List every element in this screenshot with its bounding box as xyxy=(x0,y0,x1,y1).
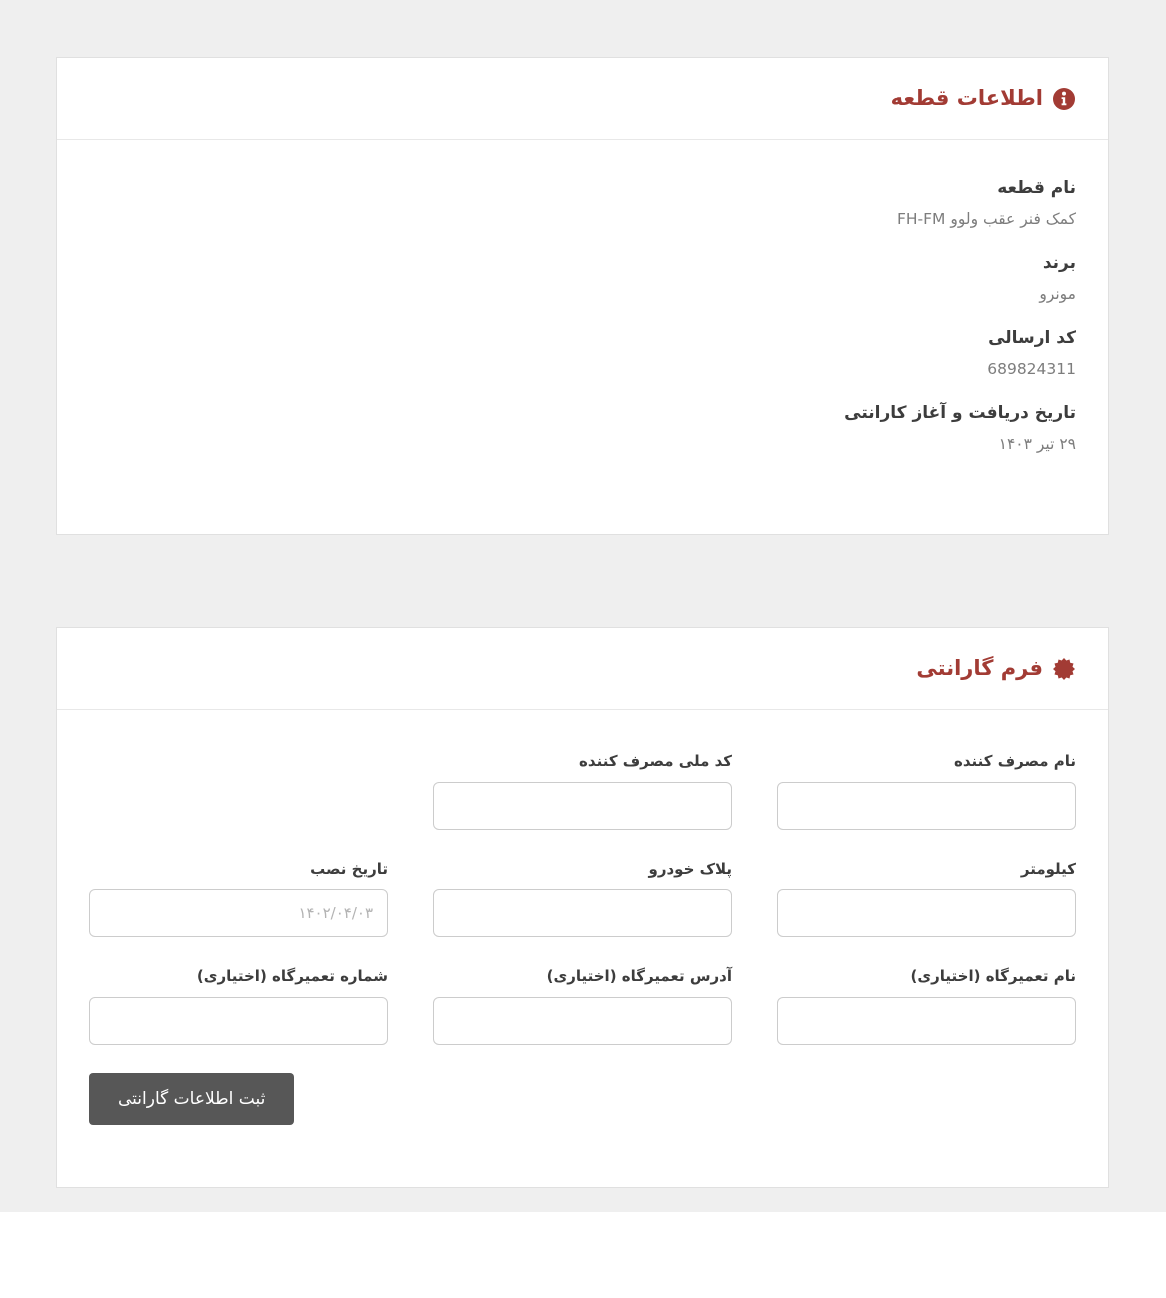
warranty-form-card xyxy=(56,627,1109,1188)
install-date-input[interactable] xyxy=(89,889,388,937)
empty-grid-cell xyxy=(89,750,388,830)
warranty-start-date-label: تاریخ دریافت و آغاز کارانتی xyxy=(844,402,1076,423)
field-part-name xyxy=(89,176,1076,231)
consumer-national-code-label: کد ملی مصرف کننده xyxy=(579,752,732,771)
workshop-name-input[interactable] xyxy=(777,997,1076,1045)
shipping-code-label: کد ارسالی xyxy=(988,328,1076,349)
workshop-phone-label: شماره تعمیرگاه (اختیاری) xyxy=(196,967,388,986)
form-group-consumer-name xyxy=(777,750,1076,830)
seal-icon xyxy=(1052,657,1076,681)
brand-value: مونرو xyxy=(1039,284,1076,303)
part-info-body xyxy=(57,140,1108,534)
form-group-workshop-name xyxy=(777,965,1076,1045)
car-plate-label: پلاک خودرو xyxy=(648,859,732,878)
consumer-name-label: نام مصرف کننده xyxy=(953,752,1076,771)
form-group-workshop-address xyxy=(433,965,732,1045)
field-warranty-start-date xyxy=(89,401,1076,456)
part-name-label: نام قطعه xyxy=(997,178,1076,199)
form-group-workshop-phone xyxy=(89,965,388,1045)
part-info-card-header xyxy=(57,58,1108,140)
kilometer-label: کیلومتر xyxy=(1020,859,1076,878)
warranty-form-title: فرم گارانتی xyxy=(916,655,1043,680)
form-group-car-plate xyxy=(433,858,732,938)
install-date-label: تاریخ نصب xyxy=(310,859,388,878)
consumer-name-input[interactable] xyxy=(777,782,1076,830)
warranty-form-grid xyxy=(89,750,1076,1045)
warranty-form-card-header xyxy=(57,628,1108,710)
workshop-name-label: نام تعمیرگاه (اختیاری) xyxy=(910,967,1076,986)
submit-warranty-button[interactable]: ثبت اطلاعات گارانتی xyxy=(89,1073,294,1125)
workshop-address-input[interactable] xyxy=(433,997,732,1045)
part-info-title: اطلاعات قطعه xyxy=(890,86,1043,110)
brand-label: برند xyxy=(1042,253,1076,274)
warranty-start-date-value: ۲۹ تیر ۱۴۰۳ xyxy=(998,434,1076,453)
part-info-card xyxy=(56,57,1109,535)
workshop-address-label: آدرس تعمیرگاه (اختیاری) xyxy=(546,967,732,986)
field-shipping-code xyxy=(89,326,1076,381)
form-group-install-date xyxy=(89,858,388,938)
form-group-consumer-national-code xyxy=(433,750,732,830)
warranty-form-body xyxy=(57,710,1108,1187)
kilometer-input[interactable] xyxy=(777,889,1076,937)
consumer-national-code-input[interactable] xyxy=(433,782,732,830)
workshop-phone-input[interactable] xyxy=(89,997,388,1045)
form-footer xyxy=(89,1073,1076,1125)
part-name-value: کمک فنر عقب ولوو FH-FM xyxy=(896,209,1076,228)
form-group-kilometer xyxy=(777,858,1076,938)
shipping-code-value: 689824311 xyxy=(987,359,1076,378)
car-plate-input[interactable] xyxy=(433,889,732,937)
field-brand xyxy=(89,251,1076,306)
info-circle-icon xyxy=(1052,87,1076,111)
